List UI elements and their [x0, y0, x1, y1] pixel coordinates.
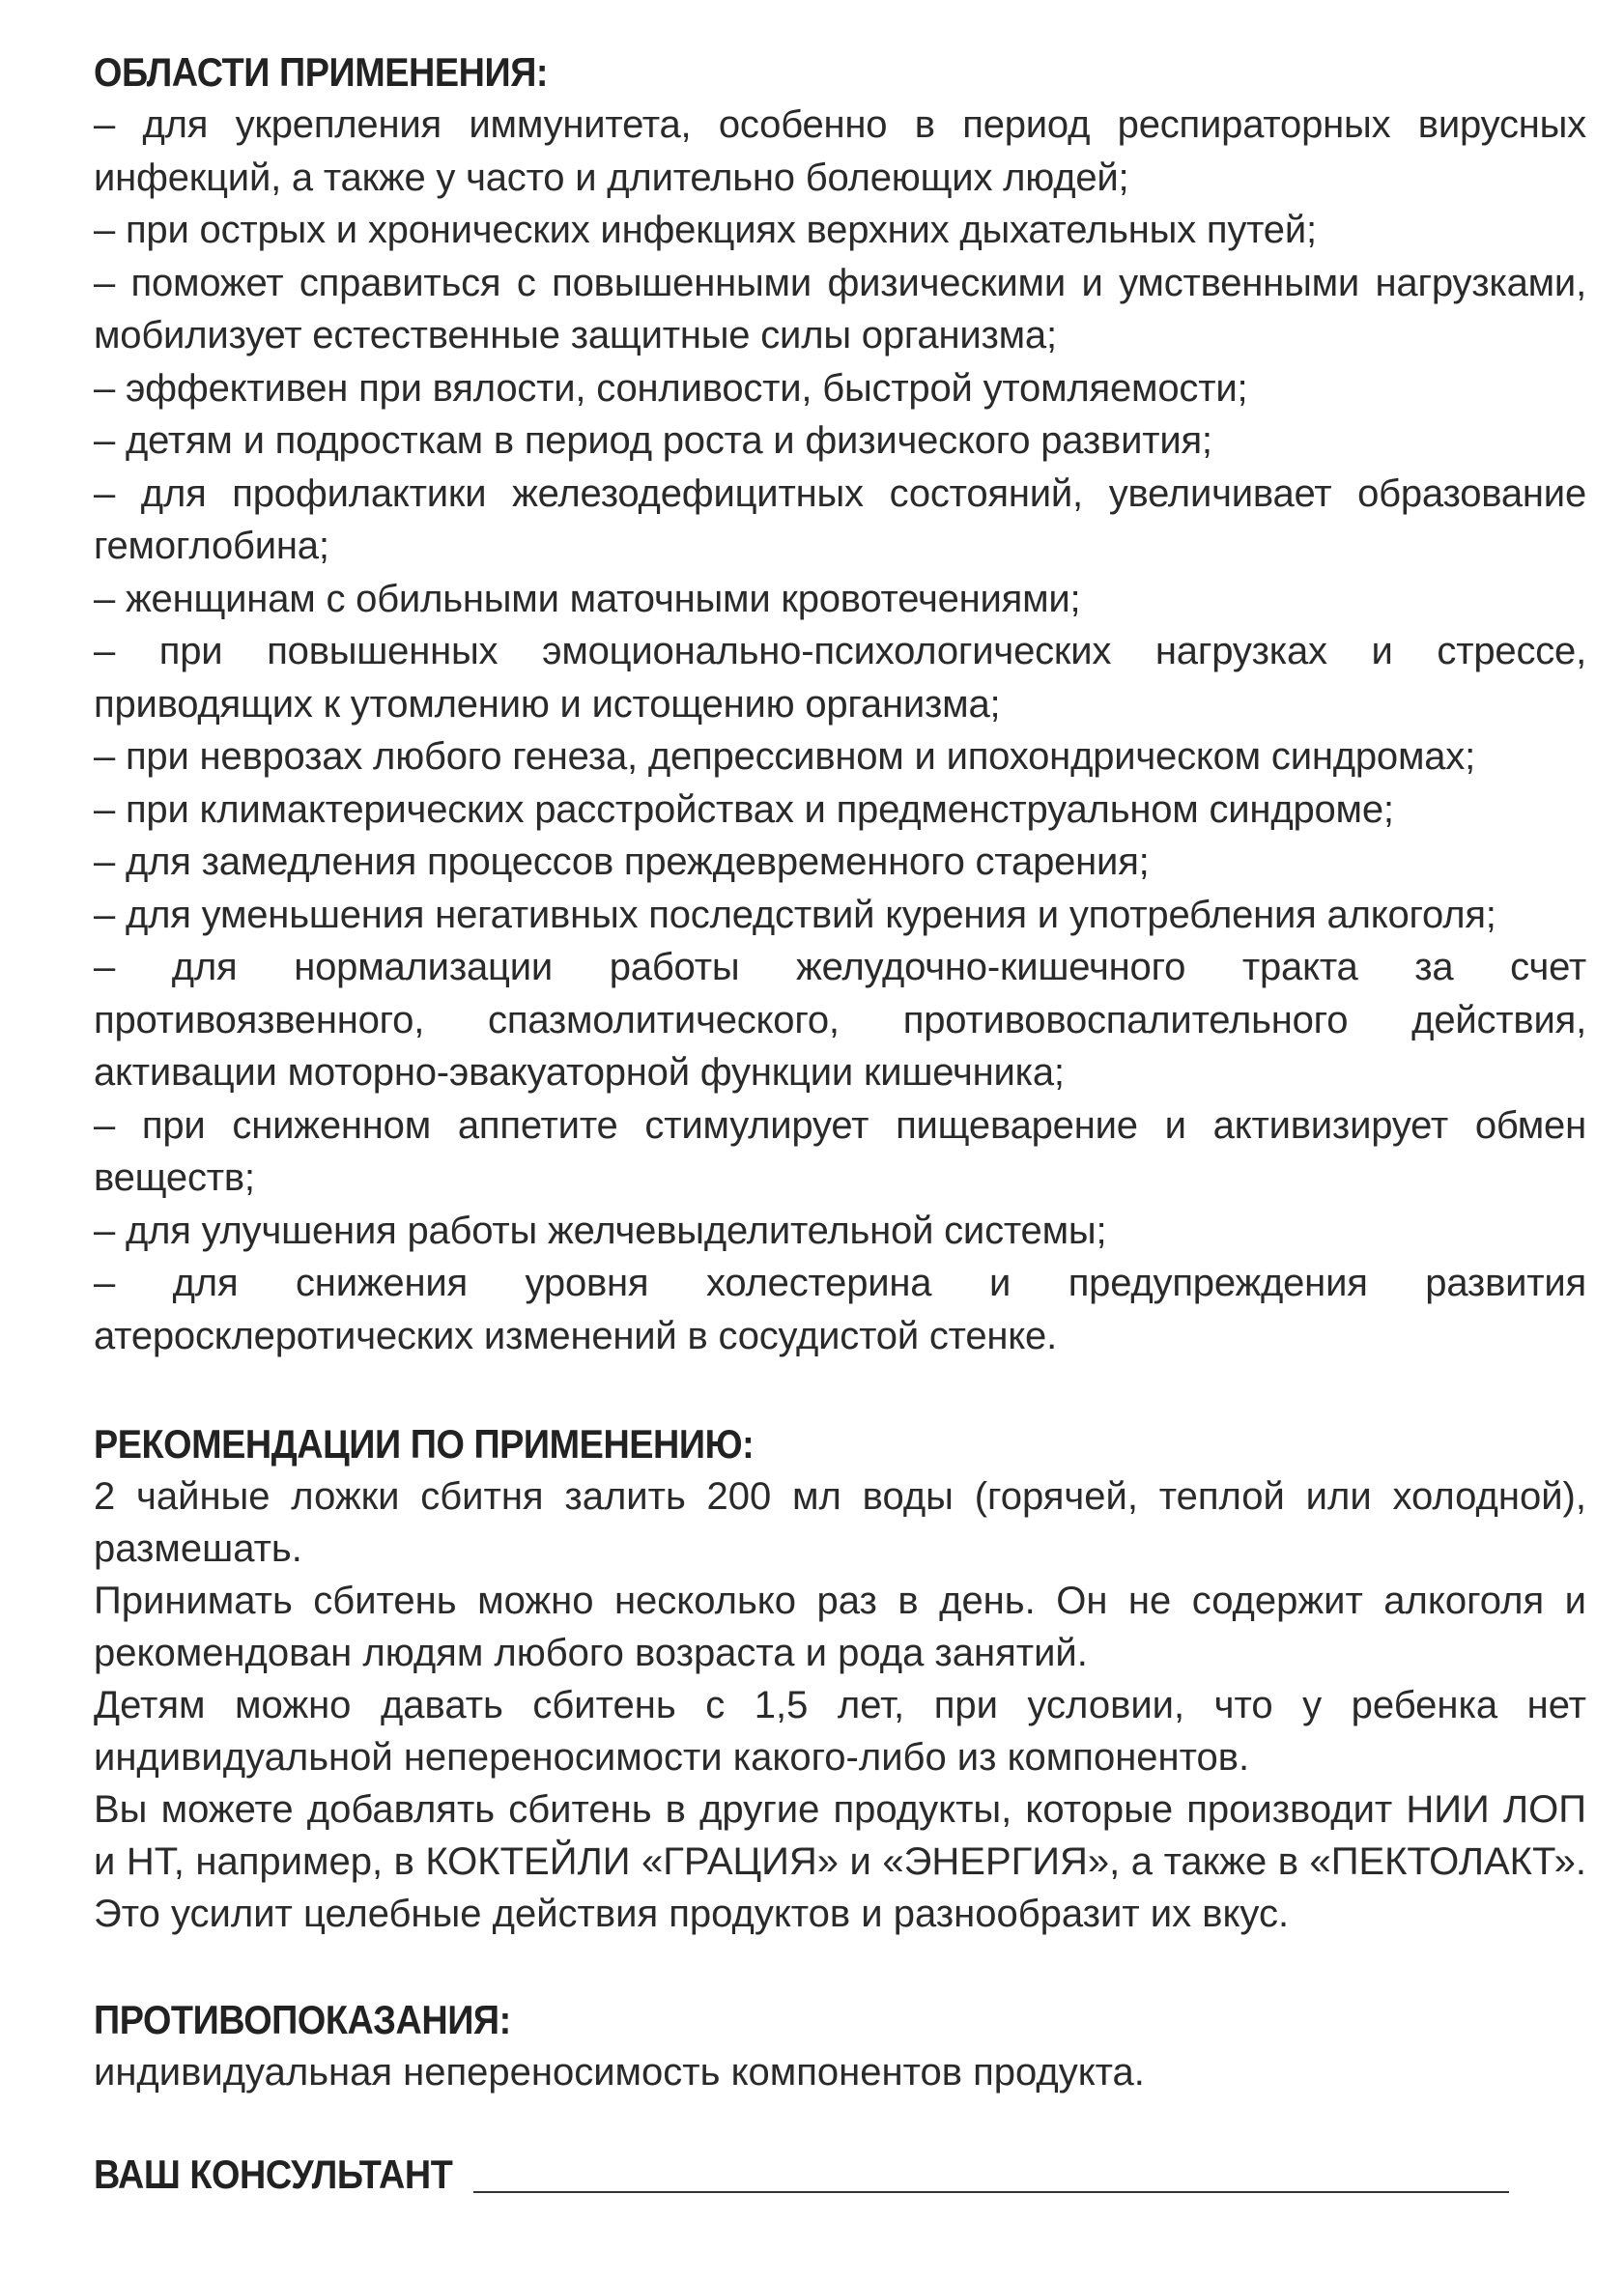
signature-line — [473, 2191, 1509, 2193]
list-item: – для профилактики железодефицитных состояний, увеличивает образование гемоглобина; — [94, 471, 1586, 567]
application-list — [94, 99, 1586, 1362]
list-item: – для улучшения работы желчевыделительной системы; — [94, 1209, 1107, 1252]
recommendation-paragraph: Принимать сбитень можно несколько раз в день. Он не содержит алкоголя и рекомендован людям любого возраста и рода занятий. — [94, 1580, 1586, 1674]
list-item: – при сниженном аппетите стимулирует пищеварение и активизирует обмен веществ; — [94, 1103, 1586, 1199]
recommendations-heading: РЕКОМЕНДАЦИИ ПО ПРИМЕНЕНИЮ: — [94, 1421, 755, 1467]
list-item: – при климактерических расстройствах и предменструальном синдроме; — [94, 787, 1394, 831]
section-spacer — [94, 2098, 1586, 2149]
list-item: – для снижения уровня холестерина и предупреждения развития атеросклеротических изменений в сосудистой стенке. — [94, 1262, 1586, 1357]
section-spacer — [94, 1362, 1586, 1418]
recommendation-paragraph: Детям можно давать сбитень с 1,5 лет, при условии, что у ребенка нет индивидуальной непереносимости какого-либо из компонентов. — [94, 1684, 1586, 1779]
recommendation-paragraph: 2 чайные ложки сбитня залить 200 мл воды (горячей, теплой или холодной), размешать. — [94, 1475, 1586, 1570]
list-item: – для укрепления иммунитета, особенно в период респираторных вирусных инфекций, а также у часто и длительно болеющих людей; — [94, 103, 1586, 199]
list-item: – для замедления процессов преждевременного старения; — [94, 841, 1150, 883]
list-item: – для нормализации работы желудочно-кишечного тракта за счет противоязвенного, спазмолитического, противовоспалительного действия, активации моторно-эвакуаторной функции кишечника; — [94, 946, 1586, 1094]
recommendation-paragraph: Вы можете добавлять сбитень в другие продукты, которые производит НИИ ЛОП и НТ, например, в КОКТЕЙЛИ «ГРАЦИЯ» и «ЭНЕРГИЯ», а также в «ПЕКТОЛАКТ». Это усилит целебные действия продуктов и разнообразит их вкус. — [94, 1788, 1586, 1935]
list-item: – при острых и хронических инфекциях верхних дыхательных путей; — [94, 209, 1317, 251]
recommendations-body — [94, 1470, 1586, 1940]
list-item: – для уменьшения негативных последствий курения и употребления алкоголя; — [94, 893, 1496, 936]
consultant-label: ВАШ КОНСУЛЬТАНТ — [94, 2152, 453, 2197]
list-item: – при неврозах любого генеза, депрессивном и ипохондрическом синдромах; — [94, 735, 1476, 778]
contraindications-heading: ПРОТИВОПОКАЗАНИЯ: — [94, 1997, 511, 2042]
contraindications-text: индивидуальная непереносимость компонентов продукта. — [94, 2051, 1145, 2094]
consultant-row — [94, 2149, 1586, 2201]
list-item: – при повышенных эмоционально-психологических нагрузках и стрессе, приводящих к утомлению и истощению организма; — [94, 630, 1586, 726]
list-item: – женщинам с обильными маточными кровотечениями; — [94, 577, 1081, 620]
section-spacer — [94, 1940, 1586, 1994]
application-heading: ОБЛАСТИ ПРИМЕНЕНИЯ: — [94, 49, 549, 95]
list-item: – поможет справиться с повышенными физическими и умственными нагрузками, мобилизует естественные защитные силы организма; — [94, 261, 1586, 356]
list-item: – эффективен при вялости, сонливости, быстрой утомляемости; — [94, 366, 1248, 410]
list-item: – детям и подросткам в период роста и физического развития; — [94, 419, 1212, 462]
document-page — [94, 46, 1586, 2201]
